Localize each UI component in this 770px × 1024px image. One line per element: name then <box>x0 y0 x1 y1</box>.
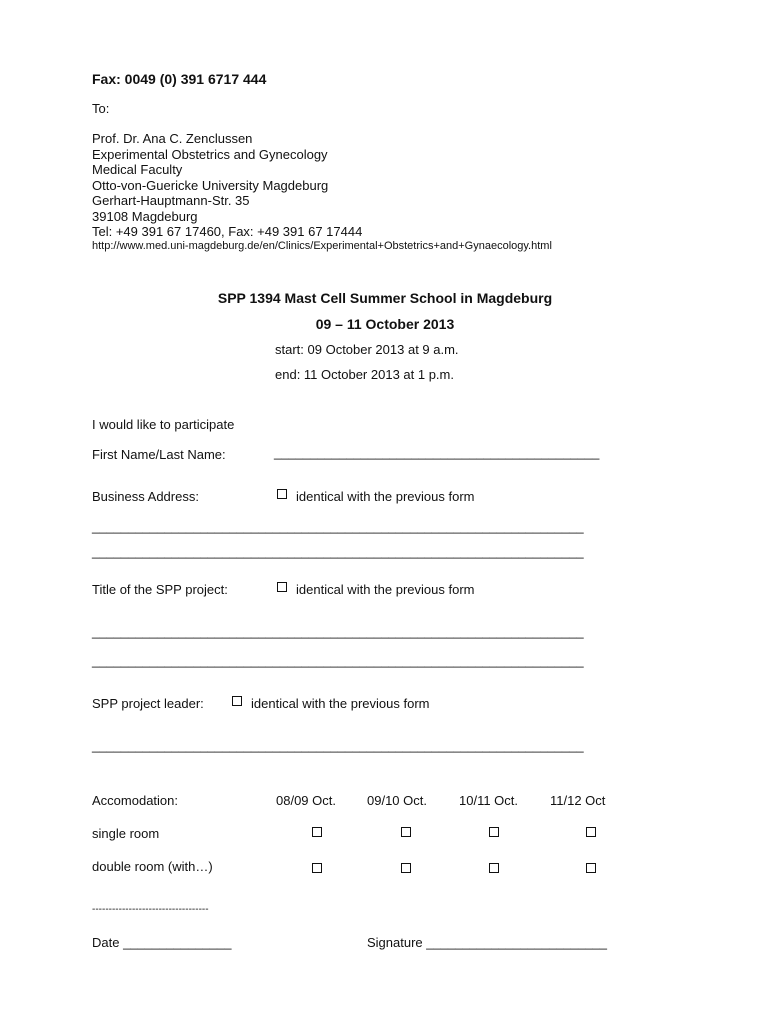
business-address-line-1[interactable]: ____________________________________________________________________ <box>92 519 584 534</box>
double-room-checkbox[interactable] <box>489 863 499 873</box>
business-address-label: Business Address: <box>92 489 199 504</box>
spp-title-label: Title of the SPP project: <box>92 582 228 597</box>
address-line: Gerhart-Hauptmann-Str. 35 <box>92 193 250 208</box>
spp-title-line-1[interactable]: ____________________________________________________________________ <box>92 624 584 639</box>
business-address-line-2[interactable]: ____________________________________________________________________ <box>92 544 584 559</box>
spp-leader-label: SPP project leader: <box>92 696 204 711</box>
accommodation-date: 10/11 Oct. <box>459 793 519 808</box>
single-room-label: single room <box>92 826 160 841</box>
fax-number: Fax: 0049 (0) 391 6717 444 <box>92 71 267 87</box>
spp-title-identical-label: identical with the previous form <box>296 582 475 597</box>
accommodation-label: Accomodation: <box>92 793 178 808</box>
name-label: First Name/Last Name: <box>92 447 226 462</box>
event-dates: 09 – 11 October 2013 <box>315 316 455 332</box>
spp-title-identical-checkbox[interactable] <box>277 582 287 592</box>
website-url: http://www.med.uni-magdeburg.de/en/Clinics/Experimental+Obstetrics+and+Gynaecology.html <box>92 240 552 252</box>
signature-field[interactable]: Signature _________________________ <box>367 935 608 950</box>
accommodation-date: 08/09 Oct. <box>276 793 336 808</box>
address-line: 39108 Magdeburg <box>92 209 198 224</box>
double-room-checkbox[interactable] <box>312 863 322 873</box>
event-title: SPP 1394 Mast Cell Summer School in Magdeburg <box>217 290 553 306</box>
participate-label: I would like to participate <box>92 417 235 432</box>
accommodation-date: 09/10 Oct. <box>367 793 427 808</box>
single-room-checkbox[interactable] <box>401 827 411 837</box>
double-room-checkbox[interactable] <box>586 863 596 873</box>
name-input-line[interactable]: _____________________________________________ <box>274 445 600 460</box>
double-room-checkbox[interactable] <box>401 863 411 873</box>
spp-title-line-2[interactable]: ____________________________________________________________________ <box>92 653 584 668</box>
address-line: Prof. Dr. Ana C. Zenclussen <box>92 131 253 146</box>
spp-leader-line[interactable]: ____________________________________________________________________ <box>92 738 584 753</box>
event-start: start: 09 October 2013 at 9 a.m. <box>275 342 459 357</box>
to-label: To: <box>92 101 110 116</box>
business-identical-label: identical with the previous form <box>296 489 475 504</box>
accommodation-date: 11/12 Oct <box>550 793 606 808</box>
separator-line: ----------------------------------- <box>92 904 209 915</box>
address-line: Tel: +49 391 67 17460, Fax: +49 391 67 17444 <box>92 224 363 239</box>
spp-leader-identical-checkbox[interactable] <box>232 696 242 706</box>
single-room-checkbox[interactable] <box>586 827 596 837</box>
spp-leader-identical-label: identical with the previous form <box>251 696 430 711</box>
single-room-checkbox[interactable] <box>489 827 499 837</box>
event-end: end: 11 October 2013 at 1 p.m. <box>275 367 454 382</box>
address-line: Otto-von-Guericke University Magdeburg <box>92 178 329 193</box>
business-identical-checkbox[interactable] <box>277 489 287 499</box>
address-line: Experimental Obstetrics and Gynecology <box>92 147 328 162</box>
date-field[interactable]: Date _______________ <box>92 935 232 950</box>
address-line: Medical Faculty <box>92 162 183 177</box>
double-room-label: double room (with…) <box>92 859 213 874</box>
single-room-checkbox[interactable] <box>312 827 322 837</box>
